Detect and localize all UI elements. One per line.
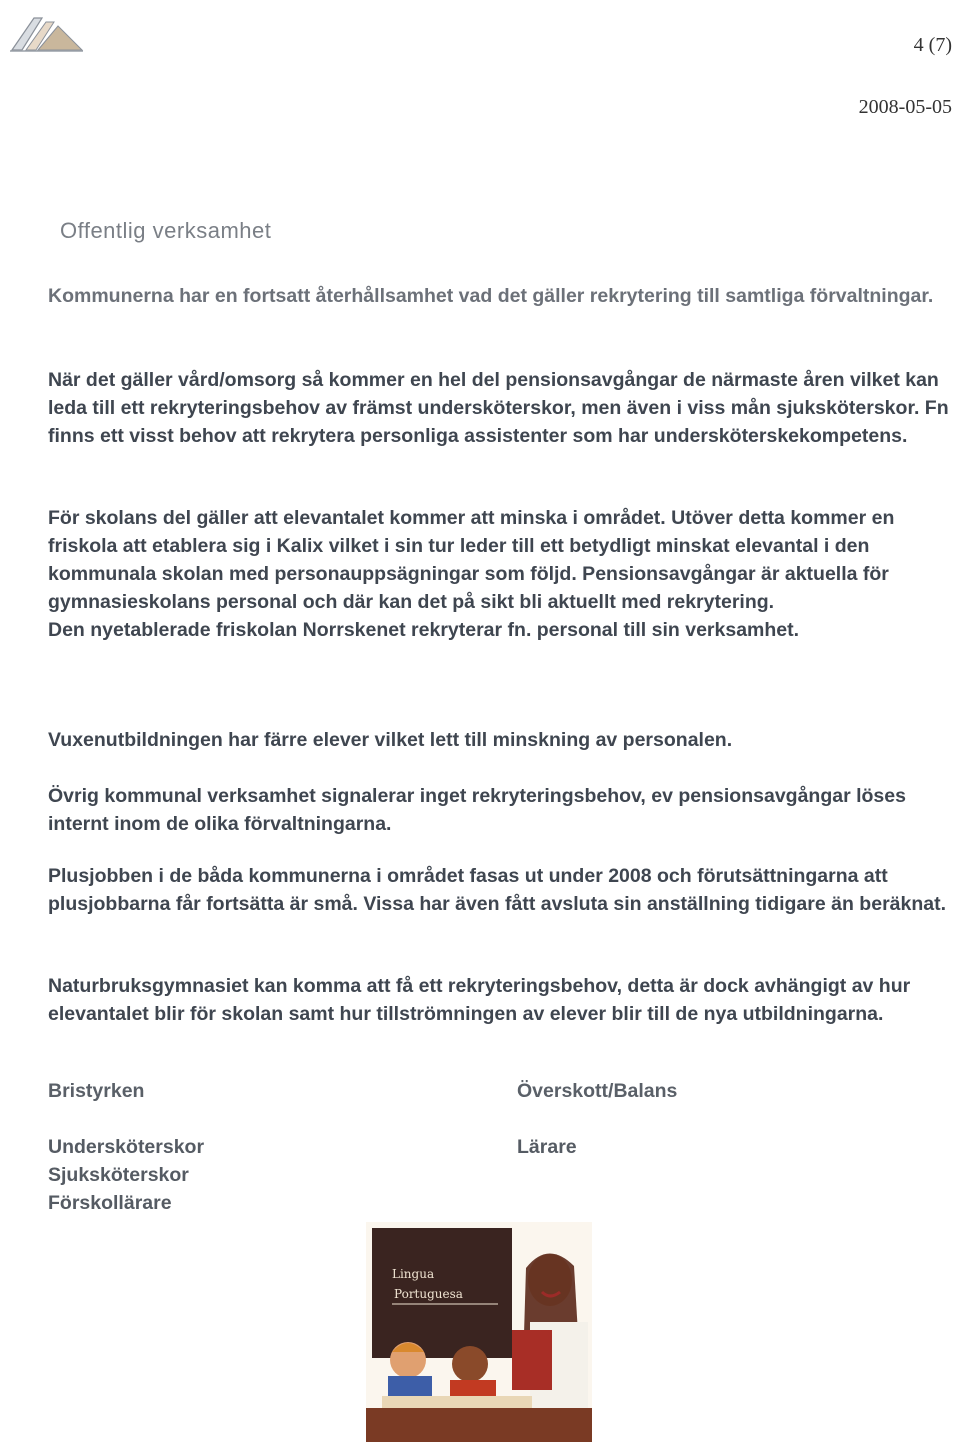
- list-item: Sjuksköterskor: [48, 1164, 189, 1186]
- list-item: Förskollärare: [48, 1192, 172, 1214]
- list-item: Undersköterskor: [48, 1136, 205, 1158]
- paragraph-schools: För skolans del gäller att elevantalet kommer att minska i området. Utöver detta kommer en friskola att etablera sig i Kalix vilket i sin tur leder till ett betydligt minskat elevantal i den kommunala skolan med personauppsägningar som följd. Pensionsavgångar är aktuella för gymnasieskolans personal och där kan det på sikt bli aktuellt med rekrytering. Den nyetablerade friskolan Norrskenet rekryterar fn. personal till sin verksamhet.: [48, 507, 895, 641]
- paragraph-adult-education: Vuxenutbildningen har färre elever vilket lett till minskning av personalen.: [48, 729, 733, 751]
- shortage-heading: Bristyrken: [48, 1080, 145, 1102]
- board-text-line1: Lingua: [392, 1267, 435, 1281]
- classroom-illustration: [366, 1222, 592, 1442]
- shortage-column: [48, 1080, 204, 1217]
- organization-logo: [8, 10, 84, 54]
- paragraph-care: När det gäller vård/omsorg så kommer en hel del pensionsavgångar de närmaste åren vilket kan leda till ett rekryteringsbehov av främst undersköterskor, men även i viss mån sjuksköterskor. Fn finns ett visst behov att rekrytera personliga assistenter som har undersköterskekompetens.: [48, 369, 949, 447]
- paragraph-plusjobs: Plusjobben i de båda kommunerna i området fasas ut under 2008 och förutsättningarna att plusjobbarna får fortsätta är små. Vissa har även fått avsluta sin anställning tidigare än beräknat.: [48, 865, 947, 915]
- paragraph-other-municipal: Övrig kommunal verksamhet signalerar inget rekryteringsbehov, ev pensionsavgångar löses internt inom de olika förvaltningarna.: [48, 785, 906, 835]
- section-heading: Offentlig verksamhet: [60, 218, 272, 243]
- paragraph-nature-school: Naturbruksgymnasiet kan komma att få ett rekryteringsbehov, detta är dock avhängigt av hur elevantalet blir för skolan samt hur tillströmningen av elever blir till de nya utbildningarna.: [48, 975, 911, 1025]
- document-date: 2008-05-05: [858, 96, 952, 118]
- list-item: Lärare: [517, 1136, 577, 1158]
- page-number: 4 (7): [913, 34, 952, 56]
- board-text-line2: Portuguesa: [394, 1287, 463, 1301]
- shortage-list: [48, 1133, 204, 1217]
- surplus-list: [517, 1133, 677, 1161]
- surplus-column: [517, 1080, 677, 1161]
- paragraph-recruitment-restraint: Kommunerna har en fortsatt återhållsamhet vad det gäller rekrytering till samtliga förvaltningar.: [48, 285, 934, 307]
- surplus-heading: Överskott/Balans: [517, 1080, 678, 1102]
